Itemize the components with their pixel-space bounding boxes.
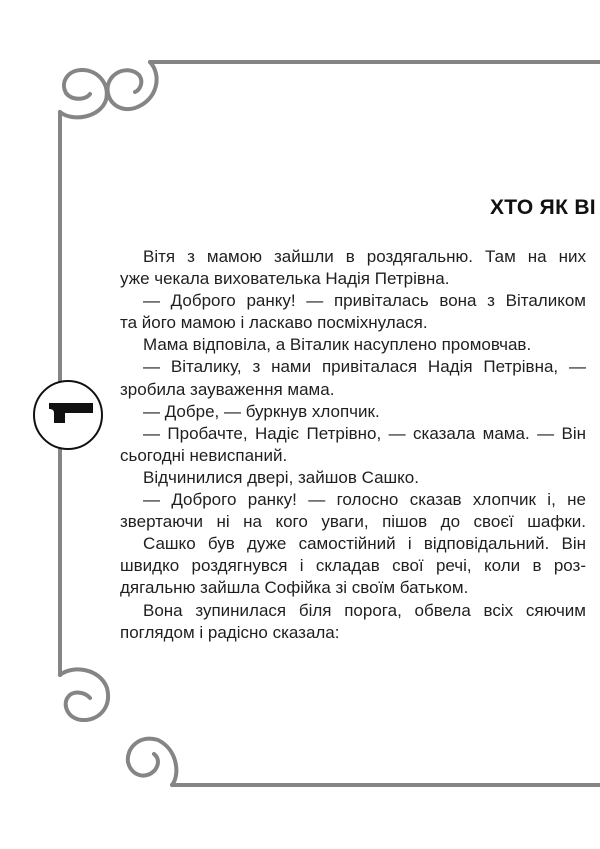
text-line: — Пробачте, Надіє Петрівно, — сказала мама. — Він <box>143 423 586 443</box>
text-line: зробила зауваження мама. <box>120 379 335 399</box>
text-line: звертаючи ні на кого уваги, пішов до своєї шафки. <box>120 512 586 532</box>
text-line: — Доброго ранку! — голосно сказав хлопчик і, не <box>143 490 586 510</box>
text-line: та його мамою і ласкаво посміхнулася. <box>120 313 428 333</box>
text-line: дягальню зайшла Софійка зі своїм батьком. <box>120 578 469 598</box>
text-line: Відчинилися двері, зайшов Сашко. <box>143 467 419 487</box>
text-line: Вона зупинилася біля порога, обвела всіх сяючим <box>143 600 586 620</box>
chapter-badge <box>33 380 103 450</box>
text-line: поглядом і радісно сказала: <box>120 622 340 642</box>
text-line: швидко роздягнувся і складав свої речі, коли в роз- <box>120 556 586 576</box>
text-line: Сашко був дуже самостійний і відповідальний. Він <box>143 534 586 554</box>
text-line: сьогодні невиспаний. <box>120 445 288 465</box>
scroll-bottom-left <box>60 669 108 720</box>
text-line: Мама відповіла, а Віталик насуплено промовчав. <box>143 335 532 355</box>
scroll-bottom-right <box>128 739 177 785</box>
text-line: — Віталику, з нами привіталася Надія Петрівна, — <box>143 357 586 377</box>
text-line: Вітя з мамою зайшли в роздягальню. Там на них <box>143 247 586 266</box>
chapter-title: ХТО ЯК ВІ <box>490 196 596 219</box>
story-text <box>120 246 586 644</box>
text-line: — Добре, — буркнув хлопчик. <box>143 401 380 421</box>
text-line: — Доброго ранку! — привіталась вона з Віталиком <box>143 291 586 311</box>
scroll-top-right <box>108 62 157 109</box>
scroll-top-left <box>60 70 107 117</box>
chapter-number-1-icon <box>35 382 101 448</box>
text-line: уже чекала вихователька Надія Петрівна. <box>120 269 450 289</box>
